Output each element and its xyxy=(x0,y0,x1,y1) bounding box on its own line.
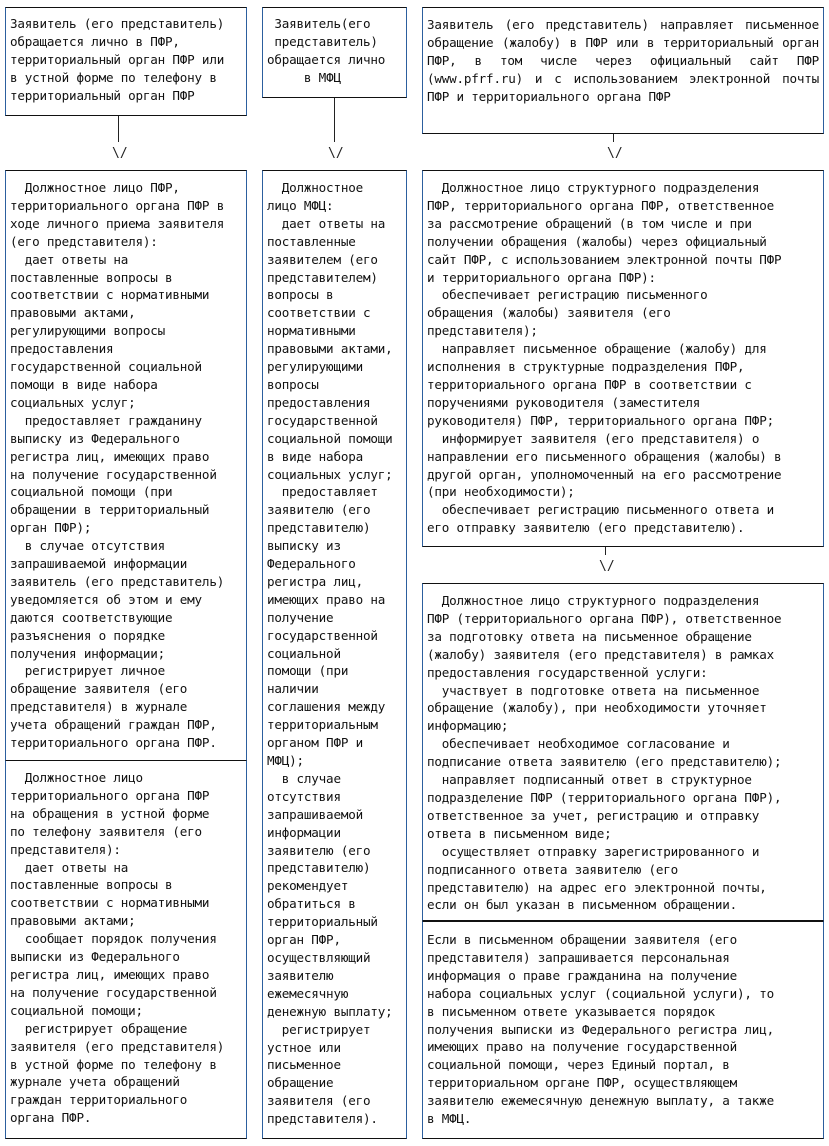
mfc-official-box xyxy=(262,170,407,1139)
arrow-down-icon: \/ xyxy=(607,146,623,161)
connector-line-right xyxy=(613,134,614,142)
pfr-official-phone-text: Должностное лицо территориального органа ПФР на обращения в устной форме по телефону заявителя (его представителя): дает ответы на поставленные вопросы в соответствии с нормативными правовыми актами; сообщает порядок получения выписки из Федерального регистра лиц, имеющих право на получение государственной социальной помощи; регистрирует обращение заявителя (его представителя) в устной форме по телефону в журнале учета обращений граждан территориального органа ПФР. xyxy=(10,770,225,1126)
applicant-mfc-box xyxy=(262,7,407,98)
connector-line-left xyxy=(118,116,119,142)
pfr-official-phone-box xyxy=(5,760,247,1139)
pfr-official-personal-reception-box xyxy=(5,170,247,760)
personal-information-note-box xyxy=(422,921,824,1139)
applicant-mfc-text: Заявитель(его представитель) обращается лично в МФЦ xyxy=(267,16,386,85)
applicant-written-box xyxy=(422,7,827,134)
pfr-structural-unit-answer-box xyxy=(422,583,824,921)
personal-information-note-text: Если в письменном обращении заявителя (его представителя) запрашивается персональная информация о праве гражданина на получение набора социальных услуг (социальной услуги), то в письменном ответе указывается порядок получения выписки из Федерального регистра лиц, имеющих право на получение государственной социальной помощи, через Единый портал, в территориальном органе ПФР, осуществляющем заявителю ежемесячную денежную выплату, а также в МФЦ. xyxy=(427,932,774,1127)
connector-line-middle xyxy=(334,98,335,142)
pfr-official-personal-reception-text: Должностное лицо ПФР, территориального органа ПФР в ходе личного приема заявителя (его представителя): дает ответы на поставленные вопросы в соответствии с нормативными правовыми актами, регулирующими вопросы предоставления государственной социальной помощи в виде набора социальных услуг; предоставляет гражданину выписку из Федерального регистра лиц, имеющих право на получение государственной социальной помощи (при обращении в территориальный орган ПФР); в случае отсутствия запрашиваемой информации заявитель (его представитель) уведомляется об этом и ему даются соответствующие разъяснения о порядке получения информации; регистрирует личное обращение заявителя (его представителя) в журнале учета обращений граждан ПФР, территориального органа ПФР. xyxy=(10,180,225,751)
applicant-in-person-pfr-text: Заявитель (его представитель) обращается лично в ПФР, территориальный орган ПФР или в устной форме по телефону в территориальный орган ПФР xyxy=(10,16,225,103)
connector-line-right-lower xyxy=(605,547,606,555)
applicant-in-person-pfr-box xyxy=(5,7,247,116)
pfr-structural-unit-review-text: Должностное лицо структурного подразделения ПФР, территориального органа ПФР, ответственное за рассмотрение обращений (в том числе и при получении обращения (жалобы) через официальный сайт ПФР, с использованием электронной почты ПФР и территориального органа ПФР): обеспечивает регистрацию письменного обращения (жалобы) заявителя (его представителя); направляет письменное обращение (жалобу) для исполнения в структурные подразделения ПФР, территориального органа ПФР в соответствии с поручениями руководителя (заместителя руководителя) ПФР, территориального органа ПФР; информирует заявителя (его представителя) о направлении его письменного обращения (жалобы) в другой орган, уполномоченный на его рассмотрение (при необходимости); обеспечивает регистрацию письменного ответа и его отправку заявителю (его представителю). xyxy=(427,180,782,536)
pfr-structural-unit-answer-text: Должностное лицо структурного подразделения ПФР (территориального органа ПФР), ответственное за подготовку ответа на письменное обращение (жалобу) заявителя (его представителя) в рамках предоставления государственной услуги: участвует в подготовке ответа на письменное обращение (жалобу), при необходимости уточняет информацию; обеспечивает необходимое согласование и подписание ответа заявителю (его представителю); направляет подписанный ответ в структурное подразделение ПФР (территориального органа ПФР), ответственное за учет, регистрацию и отправку ответа в письменном виде; осуществляет отправку зарегистрированного и подписанного ответа заявителю (его представителю) на адрес его электронной почты, если он был указан в письменном обращении. xyxy=(427,593,782,913)
arrow-down-icon: \/ xyxy=(328,146,344,161)
mfc-official-text: Должностное лицо МФЦ: дает ответы на поставленные заявителем (его представителем) вопросы в соответствии с нормативными правовыми актами, регулирующими вопросы предоставления государственной социальной помощи в виде набора социальных услуг; предоставляет заявителю (его представителю) выписку из Федерального регистра лиц, имеющих право на получение государственной социальной помощи (при наличии соглашения между территориальным органом ПФР и МФЦ); в случае отсутствия запрашиваемой информации заявителю (его представителю) рекомендует обратиться в территориальный орган ПФР, осуществляющий заявителю ежемесячную денежную выплату; регистрирует устное или письменное обращение заявителя (его представителя). xyxy=(267,180,393,1127)
arrow-down-icon: \/ xyxy=(112,146,128,161)
applicant-written-text: Заявитель (его представитель) направляет письменное обращение (жалобу) в ПФР или в территориальный орган ПФР, в том числе через официальный сайт ПФР (www.pfrf.ru) и с использованием электронной почты ПФР и территориального органа ПФР xyxy=(427,17,827,104)
arrow-down-icon: \/ xyxy=(599,559,615,574)
pfr-structural-unit-review-box xyxy=(422,170,824,547)
